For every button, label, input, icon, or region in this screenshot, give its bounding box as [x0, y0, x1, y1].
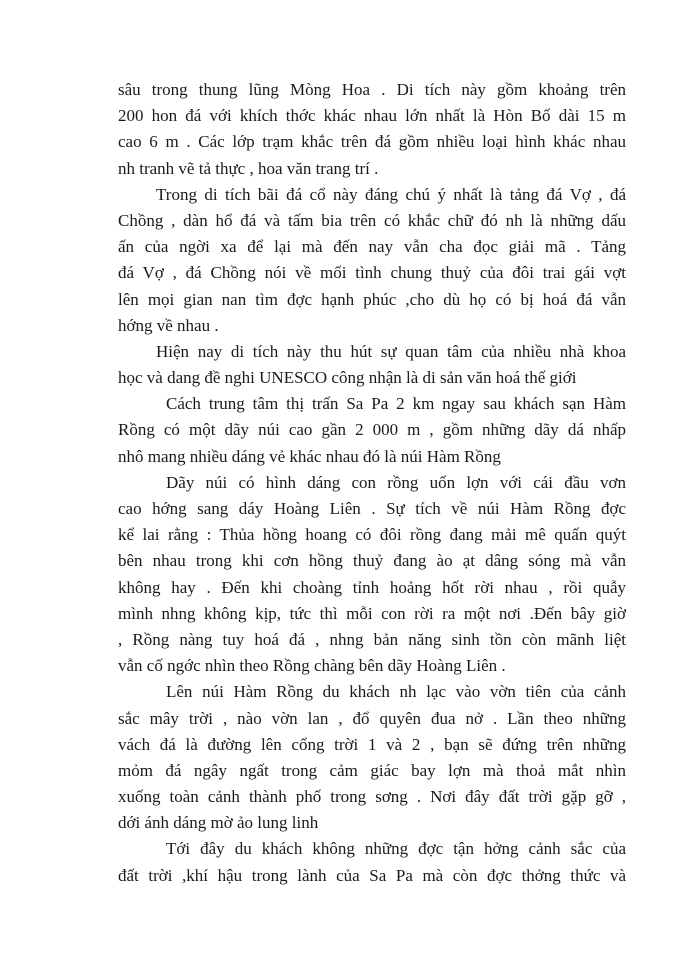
text-line: Trong di tích bãi đá cổ này đáng chú ý nhất là tảng đá Vợ , đá — [156, 184, 626, 204]
text-line: Dãy núi có hình dáng con rồng uốn lợn với cái đầu vơn — [166, 472, 626, 492]
text-line: Chồng , dàn hổ đá và tấm bia trên có khắc chữ đó nh là những dấu — [118, 210, 626, 230]
text-line: đá Vợ , đá Chồng nói về mối tình chung thuỷ của đôi trai gái vợt — [118, 263, 626, 283]
text-line: Tới đây du khách không những đợc tận hởng cảnh sắc của — [166, 839, 626, 859]
text-line: cao hớng sang dáy Hoàng Liên . Sự tích về núi Hàm Rồng đợc — [118, 499, 626, 518]
text-line: ấn của ngời xa để lại mà đến nay vẫn cha đọc giải mã . Tảng — [118, 237, 626, 257]
text-line: , Rồng nàng tuy hoá đá , nhng bản năng sinh tồn còn mãnh liệt — [118, 629, 626, 649]
text-line: nh tranh vẽ tả thực , hoa văn trang trí . — [118, 158, 379, 178]
text-line: 200 hon đá với khích thớc khác nhau lớn nhất là Hòn Bố dài 15 m — [118, 106, 626, 126]
text-line: Rồng có một dãy núi cao gần 2 000 m , gồm những dãy dá nhấp — [118, 420, 626, 440]
text-line: mỏm đá ngây ngất trong cảm giác bay lợn mà thoả mắt nhìn — [118, 760, 626, 780]
text-line: cao 6 m . Các lớp trạm khắc trên đá gồm nhiều loại hình khác nhau — [118, 132, 626, 152]
text-line: vách đá là đường lên cổng trời 1 và 2 , bạn sẽ đứng trên những — [118, 734, 626, 754]
text-line: dới ánh dáng mờ ảo lung linh — [118, 813, 319, 833]
paragraph — [118, 339, 626, 391]
text-line: vẫn cố ngớc nhìn theo Rồng chàng bên dãy Hoàng Liên . — [118, 656, 506, 676]
text-line: mình nhng không kịp, tức thì mỗi con rời ra một nơi .Đến bây giờ — [118, 603, 626, 623]
text-line: xuống toàn cảnh thành phố trong sơng . Nơi đây đất trời gặp gỡ , — [118, 787, 626, 807]
text-line: Lên núi Hàm Rồng du khách nh lạc vào vờn tiên của cảnh — [166, 682, 626, 702]
paragraph — [118, 182, 626, 339]
text-line: sắc mây trời , nào vờn lan , đổ quyên đua nở . Lần theo những — [118, 708, 626, 728]
paragraph — [118, 836, 626, 888]
paragraph — [118, 77, 626, 182]
paragraph — [118, 679, 626, 836]
text-line: Hiện nay di tích này thu hút sự quan tâm của nhiều nhà khoa — [156, 341, 626, 361]
text-line: kể lai rằng : Thủa hồng hoang có đôi rồng đang mải mê quấn quýt — [118, 525, 626, 545]
document-body — [118, 77, 626, 889]
text-line: học và dang đề nghi UNESCO công nhận là di sản văn hoá thế giới — [118, 368, 577, 388]
text-line: Cách trung tâm thị trấn Sa Pa 2 km ngay sau khách sạn Hàm — [166, 394, 626, 414]
paragraph — [118, 391, 626, 470]
text-line: nhô mang nhiều dáng vẻ khác nhau đó là núi Hàm Rồng — [118, 446, 501, 466]
text-line: bên nhau trong khi cơn hồng thuỷ đang ào ạt dâng sóng mà vẫn — [118, 551, 626, 571]
text-line: hớng về nhau . — [118, 315, 219, 335]
text-line: lên mọi gian nan tìm đợc hạnh phúc ,cho dù họ có bị hoá đá vẫn — [118, 289, 626, 309]
text-line: không hay . Đến khi choàng tỉnh hoảng hốt rời nhau , rồi quẫy — [118, 577, 626, 597]
text-line: đất trời ,khí hậu trong lành của Sa Pa mà còn đợc thởng thức và — [118, 865, 626, 885]
paragraph — [118, 470, 626, 680]
text-line: sâu trong thung lũng Mòng Hoa . Di tích này gồm khoảng trên — [118, 80, 626, 99]
